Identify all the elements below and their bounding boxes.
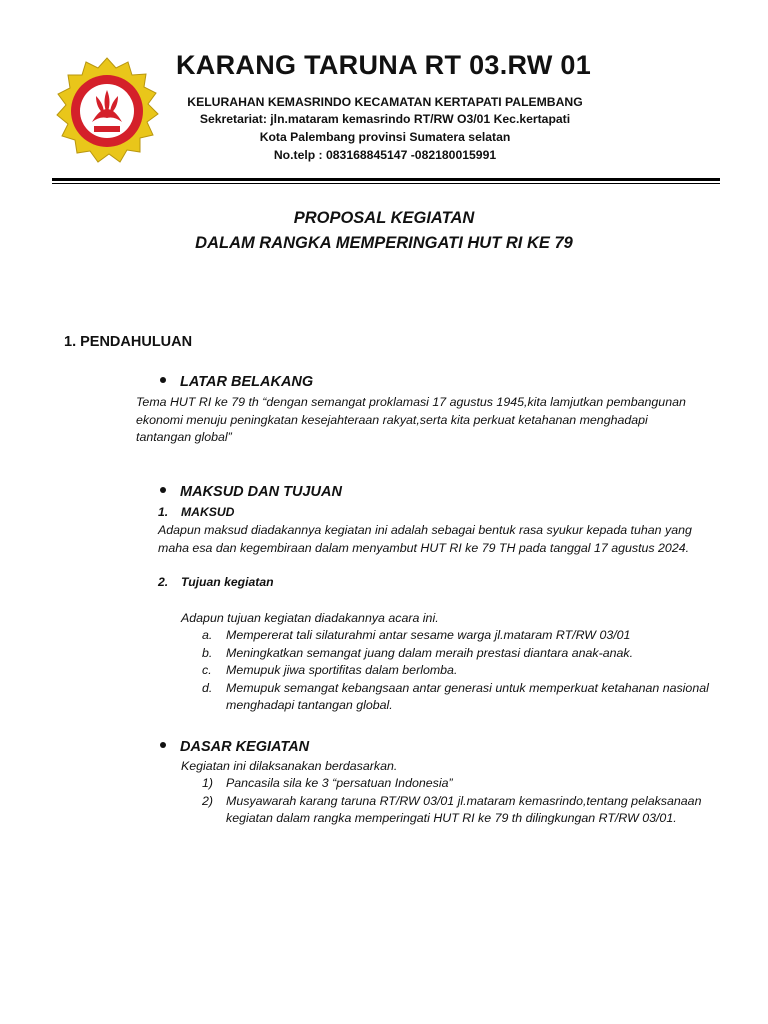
section-heading-pendahuluan: 1. PENDAHULUAN xyxy=(64,334,193,350)
bullet-icon xyxy=(160,742,166,748)
list-item: a. Mempererat tali silaturahmi antar sesame warga jl.mataram RT/RW 03/01 xyxy=(202,628,631,642)
organization-name: KARANG TARUNA RT 03.RW 01 xyxy=(176,50,592,80)
list-item: c. Memupuk jiwa sportifitas dalam berlomba. xyxy=(202,663,458,677)
dasar-list xyxy=(202,775,701,828)
list-item: 2) Musyawarah karang taruna RT/RW 03/01 jl.mataram kemasrindo,tentang pelaksanaan xyxy=(202,793,702,808)
address-line-4: No.telp : 083168845147 -082180015991 xyxy=(273,148,497,162)
address-line-2: Sekretariat: jln.mataram kemasrindo RT/RW O3/01 Kec.kertapati xyxy=(199,112,571,126)
tujuan-intro: Adapun tujuan kegiatan diadakannya acara ini. xyxy=(181,611,439,625)
karang-taruna-logo-icon xyxy=(52,56,162,166)
address-line-1: KELURAHAN KEMASRINDO KECAMATAN KERTAPATI PALEMBANG xyxy=(187,95,583,109)
list-item-continuation: kegiatan dalam rangka memperingati HUT RI ke 79 th dilingkungan RT/RW 03/01. xyxy=(226,811,677,825)
bullet-icon xyxy=(160,487,166,493)
list-item: b. Meningkatkan semangat juang dalam meraih prestasi diantara anak-anak. xyxy=(202,645,634,660)
header-divider xyxy=(52,178,720,181)
list-item: d. Memupuk semangat kebangsaan antar generasi untuk memperkuat ketahanan nasional xyxy=(202,680,709,695)
proposal-subtitle: DALAM RANGKA MEMPERINGATI HUT RI KE 79 xyxy=(195,234,573,252)
list-item: 1) Pancasila sila ke 3 “persatuan Indonesia” xyxy=(202,776,453,790)
tujuan-subheading: 2. Tujuan kegiatan xyxy=(158,575,274,589)
maksud-text: Adapun maksud diadakannya kegiatan ini adalah sebagai bentuk rasa syukur kepada tuhan yang maha esa dan kegembiraan dalam menyambut HUT RI ke 79 TH pada tanggal 17 agustus 2024. xyxy=(158,523,692,555)
tujuan-list xyxy=(202,627,709,715)
bullet-icon xyxy=(160,377,166,383)
latar-belakang-heading: LATAR BELAKANG xyxy=(160,374,313,390)
dasar-kegiatan-heading: DASAR KEGIATAN xyxy=(160,739,309,755)
maksud-tujuan-heading: MAKSUD DAN TUJUAN xyxy=(160,484,342,500)
latar-belakang-text: Tema HUT RI ke 79 th “dengan semangat proklamasi 17 agustus 1945,kita lamjutkan pembangunan ekonomi menuju peningkatan kesejahteraan rakyat,serta kita perkuat ketahanan menghadapi tantangan global” xyxy=(136,395,686,444)
maksud-subheading: 1. MAKSUD xyxy=(158,505,235,519)
address-line-3: Kota Palembang provinsi Sumatera selatan xyxy=(259,130,511,144)
proposal-title: PROPOSAL KEGIATAN xyxy=(293,209,475,227)
dasar-intro: Kegiatan ini dilaksanakan berdasarkan. xyxy=(181,759,398,773)
header-divider-thin xyxy=(52,183,720,184)
list-item-continuation: menghadapi tantangan global. xyxy=(226,698,393,712)
